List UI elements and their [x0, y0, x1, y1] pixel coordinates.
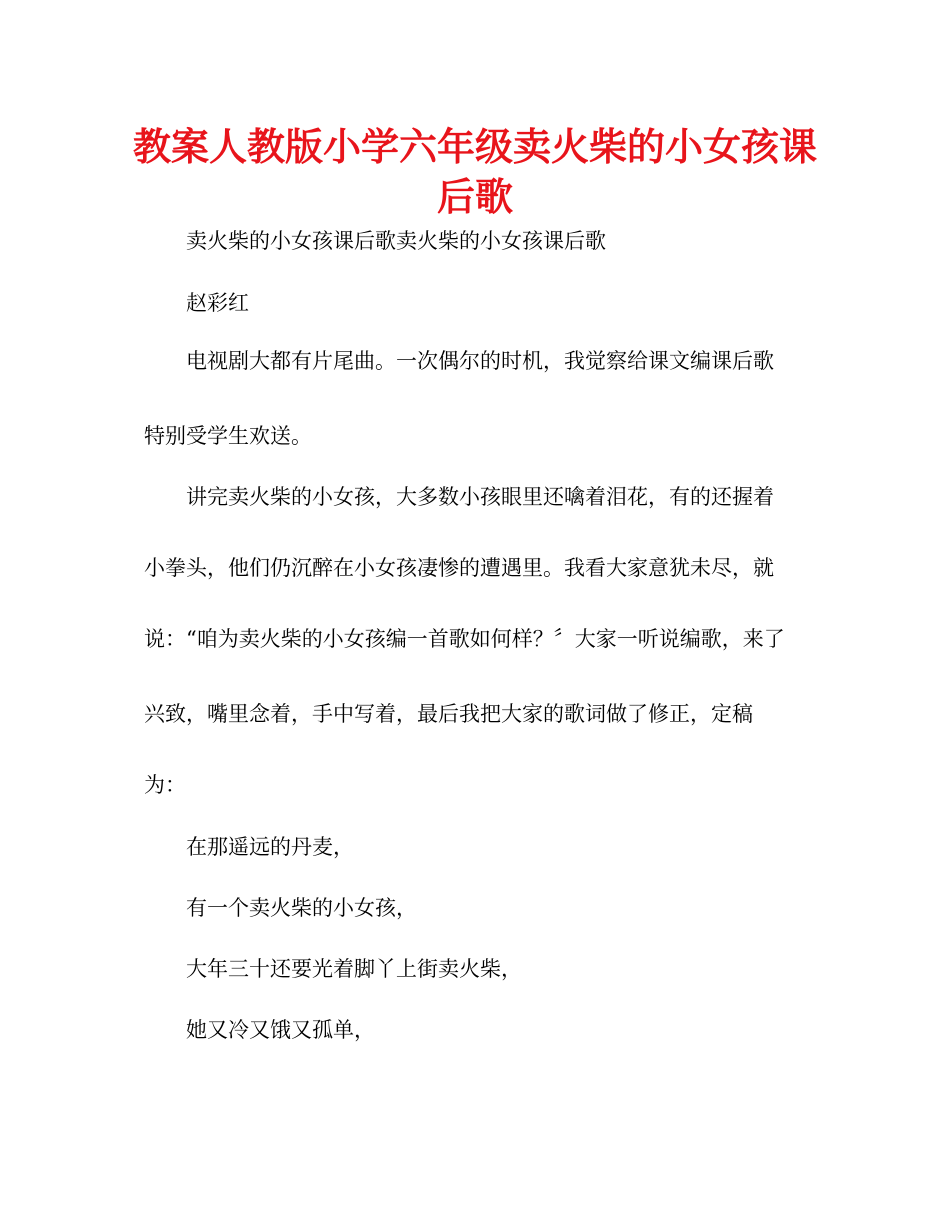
author: 赵彩红 — [186, 291, 249, 315]
document-title — [130, 122, 820, 222]
subtitle: 卖火柴的小女孩课后歌卖火柴的小女孩课后歌 — [186, 229, 606, 253]
paragraph-2-line-4: 兴致，嘴里念着，手中写着，最后我把大家的歌词做了修正，定稿 — [144, 702, 753, 726]
song-line-2: 有一个卖火柴的小女孩， — [186, 896, 417, 920]
paragraph-1-line-1: 电视剧大都有片尾曲。一次偶尔的时机，我觉察给课文编课后歌 — [186, 349, 774, 373]
paragraph-1-line-2: 特别受学生欢送。 — [144, 424, 312, 448]
song-line-3: 大年三十还要光着脚丫上街卖火柴， — [186, 957, 522, 981]
paragraph-2-line-3: 说：“咱为卖火柴的小女孩编一首歌如何样？〞大家一听说编歌，来了 — [144, 627, 785, 651]
paragraph-2-line-2: 小拳头，他们仍沉醉在小女孩凄惨的遭遇里。我看大家意犹未尽，就 — [144, 556, 774, 580]
paragraph-2-line-5: 为： — [144, 773, 186, 797]
title-line-2: 后歌 — [436, 175, 513, 219]
paragraph-2-line-1: 讲完卖火柴的小女孩，大多数小孩眼里还噙着泪花，有的还握着 — [186, 485, 774, 509]
song-line-4: 她又冷又饿又孤单， — [186, 1018, 375, 1042]
song-line-1: 在那遥远的丹麦， — [186, 835, 354, 859]
title-line-1: 教案人教版小学六年级卖火柴的小女孩课 — [132, 125, 817, 169]
